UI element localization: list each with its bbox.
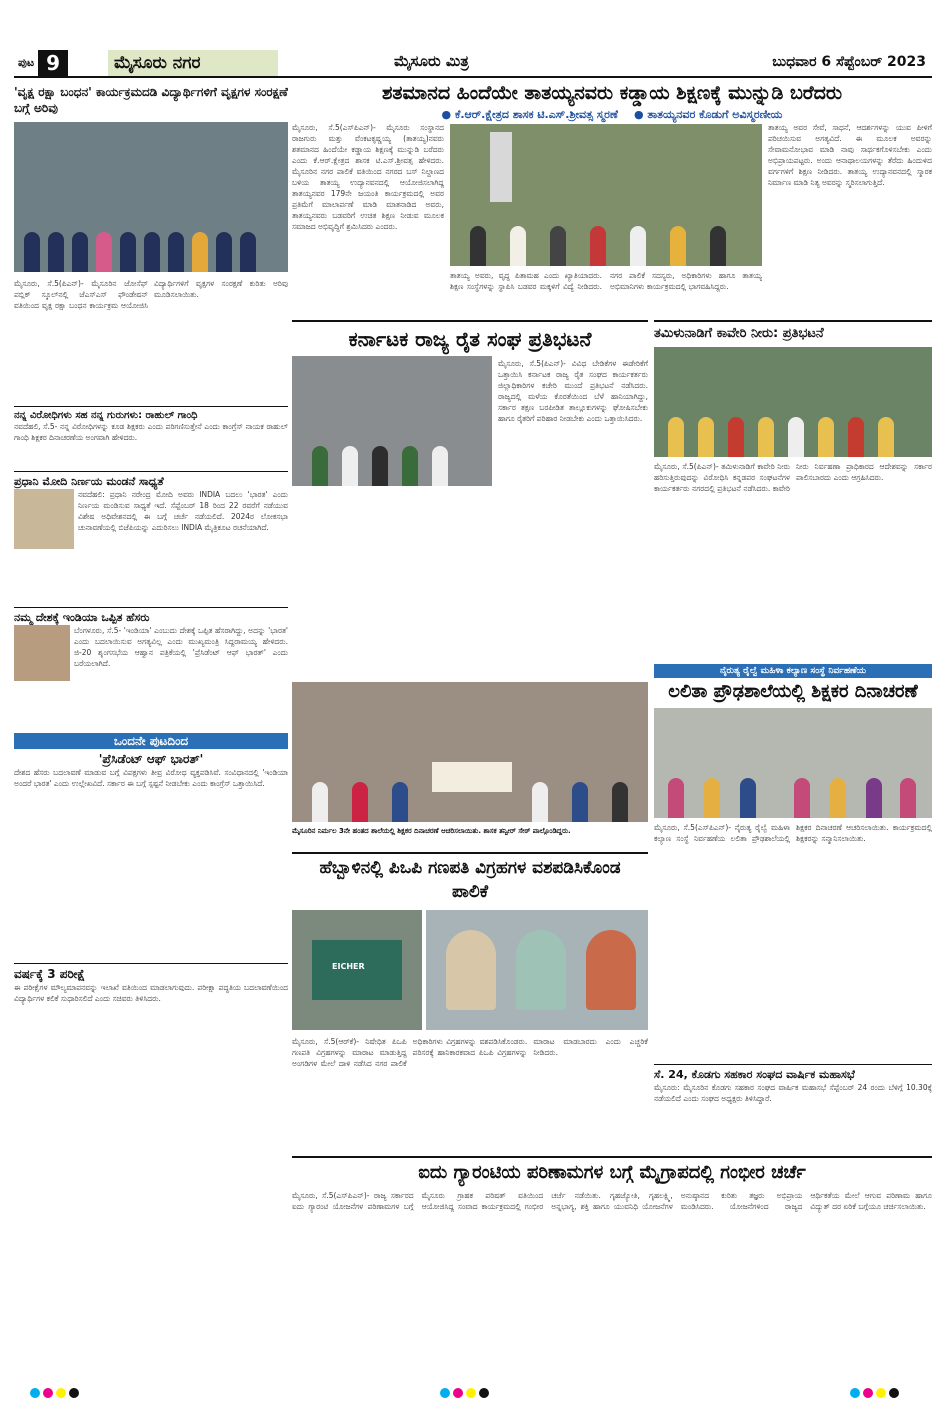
exam-story-title: ವರ್ಷಕ್ಕೆ 3 ಪರೀಕ್ಷೆ xyxy=(14,963,288,982)
kodagu-story xyxy=(654,1064,932,1154)
tree-story-photo xyxy=(14,122,288,272)
top-story-photo xyxy=(450,124,762,266)
page-number-badge xyxy=(14,50,106,76)
top-story-right: ತಾತಯ್ಯ ಅವರ ಸೇವೆ, ಸಾಧನೆ, ಆದರ್ಶಗಳನ್ನು ಯುವ ಪೀಳಿಗೆ ಪರಿಚಯಿಸುವ ಅಗತ್ಯವಿದೆ. ಈ ಮೂಲಕ ಅವರನ್ನು ಸೇವಾಮನೋಭಾವ ಮಾಡಿ ನಾವು ಸಾರ್ಥಕಗೊಳಿಸಬೇಕು ಎಂದು ಅಭಿಪ್ರಾಯಪಟ್ಟರು. ಅಂದು ಆನಾಥಾಲಯಗಳನ್ನು ತೆರೆದು ಹಿಂದುಳಿದ ವರ್ಗಗಳಿಗೆ ಶಿಕ್ಷಣ ನೀಡಿದರು. ತಾತಯ್ಯ ಉದ್ಯಾನವನದಲ್ಲಿ ಸ್ಮಾರಕ ನಿರ್ಮಾಣ ಮಾಡಿ ನಿತ್ಯ ಅವರನ್ನು ಸ್ಮರಿಸಲಾಗುತ್ತಿದೆ. xyxy=(768,123,932,187)
india-story-body: ಬೆಂಗಳೂರು, ಸೆ.5- 'ಇಂಡಿಯಾ' ಎಂಬುದು ದೇಶಕ್ಕೆ ಒಪ್ಪಿತ ಹೆಸರಾಗಿದ್ದು, ಅದನ್ನು 'ಭಾರತ' ಎಂದು ಬದಲಾಯಿಸುವ ಅಗತ್ಯವಿಲ್ಲ ಎಂದು ಮುಖ್ಯಮಂತ್ರಿ ಸಿದ್ದರಾಮಯ್ಯ ಹೇಳಿದರು. ಜಿ-20 ಶೃಂಗಸಭೆಯ ಆಹ್ವಾನ ಪತ್ರಿಕೆಯಲ್ಲಿ 'ಪ್ರೆಸಿಡೆಂಟ್ ಆಫ್ ಭಾರತ್' ಎಂದು ಬರೆಯಲಾಗಿದೆ. xyxy=(74,626,288,668)
rahul-story-title: ನನ್ನ ವಿರೋಧಿಗಳು ಸಹ ನನ್ನ ಗುರುಗಳು: ರಾಹುಲ್ ಗಾಂಧಿ xyxy=(14,406,288,421)
cauvery-headline: ತಮಿಳುನಾಡಿಗೆ ಕಾವೇರಿ ನೀರು: ಪ್ರತಿಭಟನೆ xyxy=(654,326,824,341)
farmers-story xyxy=(292,320,648,850)
truck-label: EICHER xyxy=(332,962,365,971)
kodagu-body: ಮೈಸೂರು: ಮೈಸೂರಿನ ಕೊಡಗು ಸಹಕಾರ ಸಂಘದ ವಾರ್ಷಿಕ ಮಹಾಸಭೆ ಸೆಪ್ಟೆಂಬರ್ 24 ರಂದು ಬೆಳಿಗ್ಗೆ 10.30ಕ್ಕೆ ನಡೆಯಲಿದೆ ಎಂದು ಸಂಘದ ಅಧ್ಯಕ್ಷರು ತಿಳಿಸಿದ್ದಾರೆ. xyxy=(654,1083,932,1103)
cauvery-photo xyxy=(654,347,932,457)
teachers-day-photo xyxy=(292,682,648,822)
left-column xyxy=(14,84,288,1384)
farmers-body: ಮೈಸೂರು, ಸೆ.5(ಪಿಎನ್)- ವಿವಿಧ ಬೇಡಿಕೆಗಳ ಈಡೇರಿಕೆಗೆ ಒತ್ತಾಯಿಸಿ ಕರ್ನಾಟಕ ರಾಜ್ಯ ರೈತ ಸಂಘದ ಕಾರ್ಯಕರ್ತರು ಜಿಲ್ಲಾಧಿಕಾರಿಗಳ ಕಚೇರಿ ಮುಂದೆ ಪ್ರತಿಭಟನೆ ನಡೆಸಿದರು. ರಾಜ್ಯದಲ್ಲಿ ಮಳೆಯ ಕೊರತೆಯಿಂದ ಬೆಳೆ ಹಾನಿಯಾಗಿದ್ದು, ಸರ್ಕಾರ ತಕ್ಷಣ ಬರಪೀಡಿತ ತಾಲ್ಲೂಕುಗಳನ್ನು ಘೋಷಿಸಬೇಕು ಹಾಗೂ ರೈತರಿಗೆ ಪರಿಹಾರ ನೀಡಬೇಕು ಎಂದು ಒತ್ತಾಯಿಸಿದರು. xyxy=(498,359,648,423)
president-story-title: 'ಪ್ರೆಸಿಡೆಂಟ್ ಆಫ್ ಭಾರತ್' xyxy=(98,752,204,766)
president-story-body: ದೇಶದ ಹೆಸರು ಬದಲಾವಣೆ ಮಾಡುವ ಬಗ್ಗೆ ವಿಪಕ್ಷಗಳು ತೀವ್ರ ವಿರೋಧ ವ್ಯಕ್ತಪಡಿಸಿವೆ. ಸಂವಿಧಾನದಲ್ಲಿ 'ಇಂಡಿಯಾ ಅಂದರೆ ಭಾರತ' ಎಂದು ಉಲ್ಲೇಖವಿದೆ. ಸರ್ಕಾರ ಈ ಬಗ್ಗೆ ಸ್ಪಷ್ಟನೆ ನೀಡಬೇಕು ಎಂದು ಕಾಂಗ್ರೆಸ್ ಒತ್ತಾಯಿಸಿದೆ. xyxy=(14,768,288,788)
ganapathi-story xyxy=(292,852,648,1152)
dateline: ಬುಧವಾರ 6 ಸೆಪ್ಟೆಂಬರ್ 2023 xyxy=(772,54,926,70)
top-story-continuation: ತಾತಯ್ಯ ಅವರು, ವೃದ್ಧ ಪಿತಾಮಹ ಎಂದು ಖ್ಯಾತಿಯಾದರು. ಶಿಕ್ಷಣ ಸಂಸ್ಥೆಗಳನ್ನು ಸ್ಥಾಪಿಸಿ ಬಡವರ ಮಕ್ಕಳಿಗೆ ವಿದ್ಯೆ ನೀಡಿದರು. ನಗರ ಪಾಲಿಕೆ ಸದಸ್ಯರು, ಅಧಿಕಾರಿಗಳು ಹಾಗೂ ತಾತಯ್ಯ ಅಭಿಮಾನಿಗಳು ಕಾರ್ಯಕ್ರಮದಲ್ಲಿ ಭಾಗವಹಿಸಿದ್ದರು. xyxy=(450,271,762,291)
guarantee-story xyxy=(292,1156,932,1378)
top-story xyxy=(292,80,932,316)
color-registration-left xyxy=(30,1388,79,1398)
modi-story-title: ಪ್ರಧಾನಿ ಮೋದಿ ನಿರ್ಣಯ ಮಂಡನೆ ಸಾಧ್ಯತೆ xyxy=(14,471,288,489)
exam-story-body: ಈ ಪರೀಕ್ಷೆಗಳ ಮೌಲ್ಯಮಾಪನವನ್ನು ಇಲಾಖೆ ವತಿಯಿಂದ ಮಾಡಲಾಗುವುದು. ಪರೀಕ್ಷಾ ಪದ್ಧತಿಯ ಬದಲಾವಣೆಯಿಂದ ವಿದ್ಯಾರ್ಥಿಗಳ ಕಲಿಕೆ ಸುಧಾರಿಸಲಿದೆ ಎಂದು ಸಚಿವರು ತಿಳಿಸಿದರು. xyxy=(14,983,288,1003)
guarantee-body: ಮೈಸೂರು, ಸೆ.5(ಎಸ್‌ಪಿಎನ್)- ರಾಜ್ಯ ಸರ್ಕಾರದ ಐದು ಗ್ಯಾರಂಟಿ ಯೋಜನೆಗಳ ಪರಿಣಾಮಗಳ ಬಗ್ಗೆ ಮೈಸೂರು ಗ್ರಾಹಕ ಪರಿಷತ್ ವತಿಯಿಂದ ಆಯೋಜಿಸಿದ್ದ ಸಂವಾದ ಕಾರ್ಯಕ್ರಮದಲ್ಲಿ ಗಂಭೀರ ಚರ್ಚೆ ನಡೆಯಿತು. ಗೃಹಜ್ಯೋತಿ, ಗೃಹಲಕ್ಷ್ಮಿ, ಅನ್ನಭಾಗ್ಯ, ಶಕ್ತಿ ಹಾಗೂ ಯುವನಿಧಿ ಯೋಜನೆಗಳ ಅನುಷ್ಠಾನದ ಕುರಿತು ತಜ್ಞರು ಅಭಿಪ್ರಾಯ ಮಂಡಿಸಿದರು. ಯೋಜನೆಗಳಿಂದ ರಾಜ್ಯದ ಆರ್ಥಿಕತೆಯ ಮೇಲೆ ಆಗುವ ಪರಿಣಾಮ ಹಾಗೂ ವಿದ್ಯುತ್ ದರ ಏರಿಕೆ ಬಗ್ಗೆಯೂ ಚರ್ಚಿಸಲಾಯಿತು. xyxy=(292,1191,932,1211)
page-number: 9 xyxy=(38,50,68,76)
top-story-kicker-left: ● ಕೆ.ಆರ್.ಕ್ಷೇತ್ರದ ಶಾಸಕ ಟಿ.ಎಸ್.ಶ್ರೀವತ್ಸ ಸ್ಮರಣೆ xyxy=(441,108,618,121)
ganapathi-body: ಮೈಸೂರು, ಸೆ.5(ಆರ್‌ಕೆ)- ನಿಷೇಧಿತ ಪಿಒಪಿ ಗಣಪತಿ ವಿಗ್ರಹಗಳನ್ನು ಮಾರಾಟ ಮಾಡುತ್ತಿದ್ದ ಅಂಗಡಿಗಳ ಮೇಲೆ ದಾಳಿ ನಡೆಸಿದ ನಗರ ಪಾಲಿಕೆ ಅಧಿಕಾರಿಗಳು ವಿಗ್ರಹಗಳನ್ನು ವಶಪಡಿಸಿಕೊಂಡರು. ಪರಿಸರಕ್ಕೆ ಹಾನಿಕಾರಕವಾದ ಪಿಒಪಿ ವಿಗ್ರಹಗಳನ್ನು ಮಾರಾಟ ಮಾಡಬಾರದು ಎಂದು ಎಚ್ಚರಿಕೆ ನೀಡಿದರು. xyxy=(292,1037,648,1068)
masthead: ಮೈಸೂರು ಮಿತ್ರ xyxy=(394,52,469,70)
page-label: ಪುಟ xyxy=(18,56,35,69)
rahul-story-body: ನವದೆಹಲಿ, ಸೆ.5- ನನ್ನ ವಿರೋಧಿಗಳನ್ನು ಕೂಡ ಶಿಕ್ಷಕರು ಎಂದು ಪರಿಗಣಿಸುತ್ತೇನೆ ಎಂದು ಕಾಂಗ್ರೆಸ್ ನಾಯಕ ರಾಹುಲ್ ಗಾಂಧಿ ಶಿಕ್ಷಕರ ದಿನಾಚರಣೆಯ ಅಂಗವಾಗಿ ಹೇಳಿದರು. xyxy=(14,422,288,442)
lalitha-kicker: ನೈರುತ್ಯ ರೈಲ್ವೆ ಮಹಿಳಾ ಕಲ್ಯಾಣ ಸಂಸ್ಥೆ ನಿರ್ವಹಣೆಯ xyxy=(654,664,932,678)
cauvery-body: ಮೈಸೂರು, ಸೆ.5(ಪಿಎನ್)- ತಮಿಳುನಾಡಿಗೆ ಕಾವೇರಿ ನೀರು ಹರಿಸುತ್ತಿರುವುದನ್ನು ವಿರೋಧಿಸಿ ಕನ್ನಡಪರ ಸಂಘಟನೆಗಳ ಕಾರ್ಯಕರ್ತರು ನಗರದಲ್ಲಿ ಪ್ರತಿಭಟನೆ ನಡೆಸಿದರು. ಕಾವೇರಿ ನೀರು ನಿರ್ವಹಣಾ ಪ್ರಾಧಿಕಾರದ ಆದೇಶವನ್ನು ಸರ್ಕಾರ ಪಾಲಿಸಬಾರದು ಎಂದು ಆಗ್ರಹಿಸಿದರು. xyxy=(654,462,932,493)
lalitha-body: ಮೈಸೂರು, ಸೆ.5(ಎಸ್‌ಪಿಎನ್)- ನೈರುತ್ಯ ರೈಲ್ವೆ ಮಹಿಳಾ ಕಲ್ಯಾಣ ಸಂಸ್ಥೆ ನಿರ್ವಹಣೆಯ ಲಲಿತಾ ಪ್ರೌಢಶಾಲೆಯಲ್ಲಿ ಶಿಕ್ಷಕರ ದಿನಾಚರಣೆ ಆಚರಿಸಲಾಯಿತು. ಕಾರ್ಯಕ್ರಮದಲ್ಲಿ ಶಿಕ್ಷಕರನ್ನು ಸನ್ಮಾನಿಸಲಾಯಿತು. xyxy=(654,823,932,843)
top-story-headline: ಶತಮಾನದ ಹಿಂದೆಯೇ ತಾತಯ್ಯನವರು ಕಡ್ಡಾಯ ಶಿಕ್ಷಣಕ್ಕೆ ಮುನ್ನುಡಿ ಬರೆದರು xyxy=(382,82,842,104)
india-story-title: ನಮ್ಮ ದೇಶಕ್ಕೆ ಇಂಡಿಯಾ ಒಪ್ಪಿತ ಹೆಸರು xyxy=(14,607,288,625)
ganapathi-truck-photo xyxy=(292,910,422,1030)
tree-story-headline: 'ವೃಕ್ಷ ರಕ್ಷಾ ಬಂಧನ' ಕಾರ್ಯಕ್ರಮದಡಿ ವಿದ್ಯಾರ್ಥಿಗಳಿಗೆ ವೃಕ್ಷಗಳ ಸಂರಕ್ಷಣೆ ಬಗ್ಗೆ ಅರಿವು xyxy=(14,85,288,115)
ganapathi-idols-photo xyxy=(426,910,648,1030)
continued-bar: ಒಂದನೇ ಪುಟದಿಂದ xyxy=(14,733,288,749)
top-story-lead: ಮೈಸೂರು, ಸೆ.5(ಎಸ್‌ಪಿಎನ್)- ಮೈಸೂರು ಸಂಸ್ಥಾನದ ರಾಜಗುರು ಮತ್ತು ವೆಂಕಟಕೃಷ್ಣಯ್ಯ (ತಾತಯ್ಯ)ನವರು ಶತಮಾನದ ಹಿಂದೆಯೇ ಕಡ್ಡಾಯ ಶಿಕ್ಷಣಕ್ಕೆ ಮುನ್ನುಡಿ ಬರೆದರು ಎಂದು ಕೆ.ಆರ್.ಕ್ಷೇತ್ರದ ಶಾಸಕ ಟಿ.ಎಸ್.ಶ್ರೀವತ್ಸ ಹೇಳಿದರು. ಮೈಸೂರಿನ ನಗರ ಪಾಲಿಕೆ ವತಿಯಿಂದ ನಗರದ ಬಸ್ ನಿಲ್ದಾಣದ ಬಳಿಯ ತಾತಯ್ಯ ಉದ್ಯಾನವನದಲ್ಲಿ ಆಯೋಜಿಸಲಾಗಿದ್ದ ತಾತಯ್ಯನವರ 179ನೇ ಜಯಂತಿ ಕಾರ್ಯಕ್ರಮದಲ್ಲಿ ಅವರ ಪ್ರತಿಮೆಗೆ ಮಾಲಾರ್ಪಣೆ ಮಾಡಿ ಮಾತನಾಡಿದ ಅವರು, ತಾತಯ್ಯನವರು ಬಡವರಿಗೆ ಉಚಿತ ಶಿಕ್ಷಣ ನೀಡುವ ಮೂಲಕ ಸಮಾಜದ ಅಭಿವೃದ್ಧಿಗೆ ಶ್ರಮಿಸಿದರು ಎಂದರು. xyxy=(292,123,444,231)
tree-story-body: ಮೈಸೂರು, ಸೆ.5(ಪಿಎನ್)- ಮೈಸೂರಿನ ಜೋಸೆಫ್ ಪಬ್ಲಿಕ್ ಸ್ಕೂಲ್‌ನಲ್ಲಿ ಜೆಎಸ್‌ಎಸ್ ಫೌಂಡೇಷನ್ ವತಿಯಿಂದ ವೃಕ್ಷ ರಕ್ಷಾ ಬಂಧನ ಕಾರ್ಯಕ್ರಮ ಆಯೋಜಿಸಿ ವಿದ್ಯಾರ್ಥಿಗಳಿಗೆ ವೃಕ್ಷಗಳ ಸಂರಕ್ಷಣೆ ಕುರಿತು ಅರಿವು ಮೂಡಿಸಲಾಯಿತು. xyxy=(14,279,288,310)
section-name: ಮೈಸೂರು ನಗರ xyxy=(108,50,278,76)
page-header xyxy=(14,50,932,78)
lalitha-photo xyxy=(654,708,932,818)
color-registration-center xyxy=(440,1388,489,1398)
color-registration-right xyxy=(850,1388,899,1398)
farmers-photo xyxy=(292,356,492,486)
lalitha-headline: ಲಲಿತಾ ಪ್ರೌಢಶಾಲೆಯಲ್ಲಿ ಶಿಕ್ಷಕರ ದಿನಾಚರಣೆ xyxy=(668,681,918,702)
teachers-day-caption: ಮೈಸೂರಿನ ನಿರ್ಮಲ 3ನೇ ಹಂತದ ಶಾಲೆಯಲ್ಲಿ ಶಿಕ್ಷಕರ ದಿನಾಚರಣೆ ಆಚರಿಸಲಾಯಿತು. ಶಾಸಕ ತನ್ವೀರ್ ಸೇಠ್ ಪಾಲ್ಗೊಂಡಿದ್ದರು. xyxy=(292,827,571,835)
kodagu-headline: ಸೆ. 24, ಕೊಡಗು ಸಹಕಾರ ಸಂಘದ ವಾರ್ಷಿಕ ಮಹಾಸಭೆ xyxy=(654,1068,855,1081)
ganapathi-headline: ಹೆಬ್ಬಾಳಿನಲ್ಲಿ ಪಿಒಪಿ ಗಣಪತಿ ವಿಗ್ರಹಗಳ ವಶಪಡಿಸಿಕೊಂಡ ಪಾಲಿಕೆ xyxy=(319,858,621,902)
cauvery-story xyxy=(654,320,932,660)
modi-photo xyxy=(14,489,74,549)
top-story-kicker-right: ● ತಾತಯ್ಯನವರ ಕೊಡುಗೆ ಅವಿಸ್ಮರಣೀಯ xyxy=(634,108,783,121)
siddaramaiah-photo xyxy=(14,625,70,681)
modi-story-body: ನವದೆಹಲಿ: ಪ್ರಧಾನಿ ನರೇಂದ್ರ ಮೋದಿ ಅವರು INDIA ಬದಲು 'ಭಾರತ' ಎಂದು ನಿರ್ಣಯ ಮಂಡಿಸುವ ಸಾಧ್ಯತೆ ಇದೆ. ಸೆಪ್ಟೆಂಬರ್ 18 ರಿಂದ 22 ರವರೆಗೆ ನಡೆಯುವ ವಿಶೇಷ ಅಧಿವೇಶನದಲ್ಲಿ ಈ ಬಗ್ಗೆ ಚರ್ಚೆ ನಡೆಯಲಿದೆ. 2024ರ ಲೋಕಸಭಾ ಚುನಾವಣೆಯಲ್ಲಿ ಬಿಜೆಪಿಯನ್ನು ಎದುರಿಸಲು INDIA ಮೈತ್ರಿಕೂಟ ರಚನೆಯಾಗಿದೆ. xyxy=(78,490,288,532)
farmers-headline: ಕರ್ನಾಟಕ ರಾಜ್ಯ ರೈತ ಸಂಘ ಪ್ರತಿಭಟನೆ xyxy=(348,327,592,351)
guarantee-headline: ಐದು ಗ್ಯಾರಂಟಿಯ ಪರಿಣಾಮಗಳ ಬಗ್ಗೆ ಮೈಗ್ರಾಪದಲ್ಲಿ ಗಂಭೀರ ಚರ್ಚೆ xyxy=(418,1162,806,1183)
lalitha-story xyxy=(654,664,932,1064)
